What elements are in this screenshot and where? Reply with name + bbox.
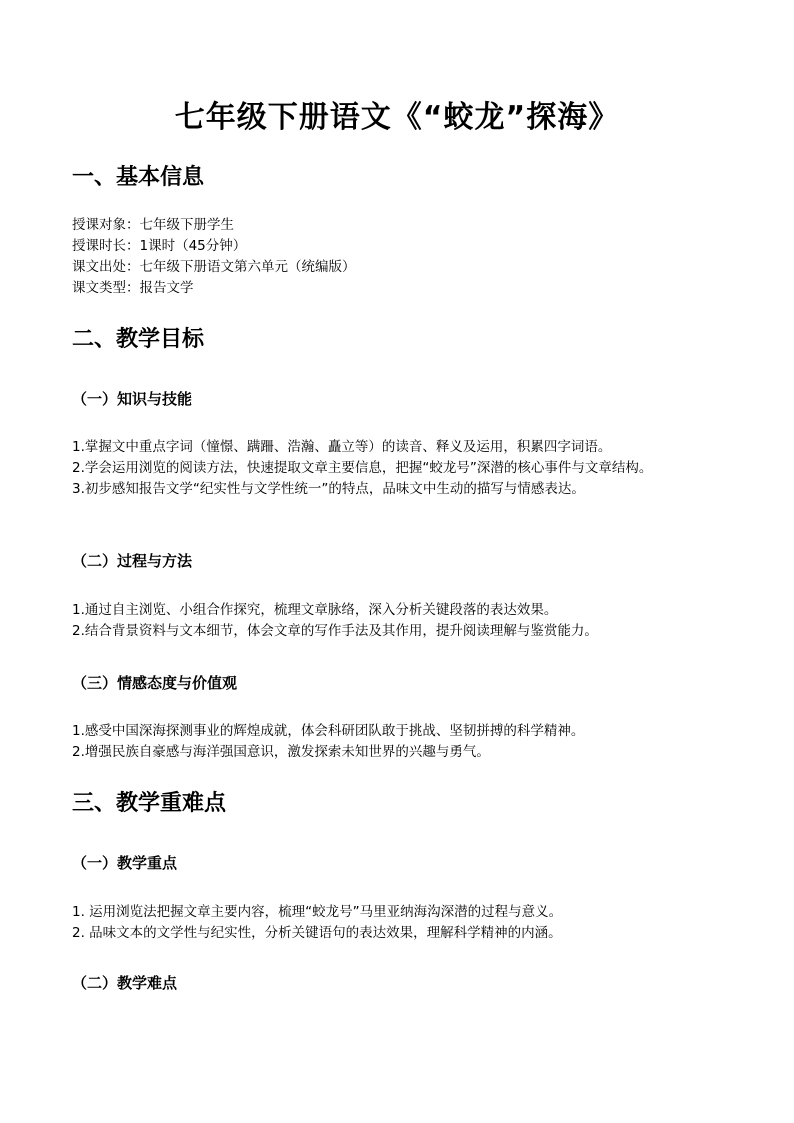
section-heading-teaching-goals: 二、教学目标 [72,327,205,352]
list-item: 2. 品味文本的文学性与纪实性，分析关键语句的表达效果，理解科学精神的内涵。 [72,925,562,941]
list-item: 1. 运用浏览法把握文章主要内容，梳理“蛟龙号”马里亚纳海沟深潜的过程与意义。 [72,904,563,920]
subsection-heading-difficult-points: （二）教学难点 [72,974,178,992]
document-title: 七年级下册语文《“蛟龙”探海》 [174,100,620,135]
section-heading-basic-info: 一、基本信息 [72,165,205,190]
list-item: 2.学会运用浏览的阅读方法，快速提取文章主要信息，把握“蛟龙号”深潜的核心事件与文章结构。 [72,460,653,476]
list-item: 1.感受中国深海探测事业的辉煌成就，体会科研团队敢于挑战、坚韧拼搏的科学精神。 [72,723,585,739]
key-points-list [72,902,732,944]
emotion-values-list [72,721,732,763]
list-item: 2.增强民族自豪感与海洋强国意识，激发探索未知世界的兴趣与勇气。 [72,744,490,760]
subsection-heading-knowledge-skills: （一）知识与技能 [72,390,193,408]
process-methods-list [72,600,732,642]
info-text-type: 课文类型：报告文学 [72,280,194,296]
info-duration: 授课时长：1课时（45分钟） [72,238,247,254]
list-item: 2.结合背景资料与文本细节，体会文章的写作手法及其作用，提升阅读理解与鉴赏能力。 [72,623,598,639]
info-target-students: 授课对象：七年级下册学生 [72,217,234,233]
list-item: 1.通过自主浏览、小组合作探究，梳理文章脉络，深入分析关键段落的表达效果。 [72,602,558,618]
list-item: 3.初步感知报告文学“纪实性与文学性统一”的特点，品味文中生动的描写与情感表达。 [72,481,585,497]
subsection-heading-key-points: （一）教学重点 [72,854,178,872]
subsection-heading-emotion-values: （三）情感态度与价值观 [72,674,238,692]
knowledge-skills-list [72,437,732,500]
basic-info-list [72,215,732,299]
subsection-heading-process-methods: （二）过程与方法 [72,552,193,570]
list-item: 1.掌握文中重点字词（憧憬、蹒跚、浩瀚、矗立等）的读音、释义及运用，积累四字词语。 [72,439,612,455]
section-heading-key-difficult-points: 三、教学重难点 [72,791,227,816]
info-source: 课文出处：七年级下册语文第六单元（统编版） [72,259,356,275]
